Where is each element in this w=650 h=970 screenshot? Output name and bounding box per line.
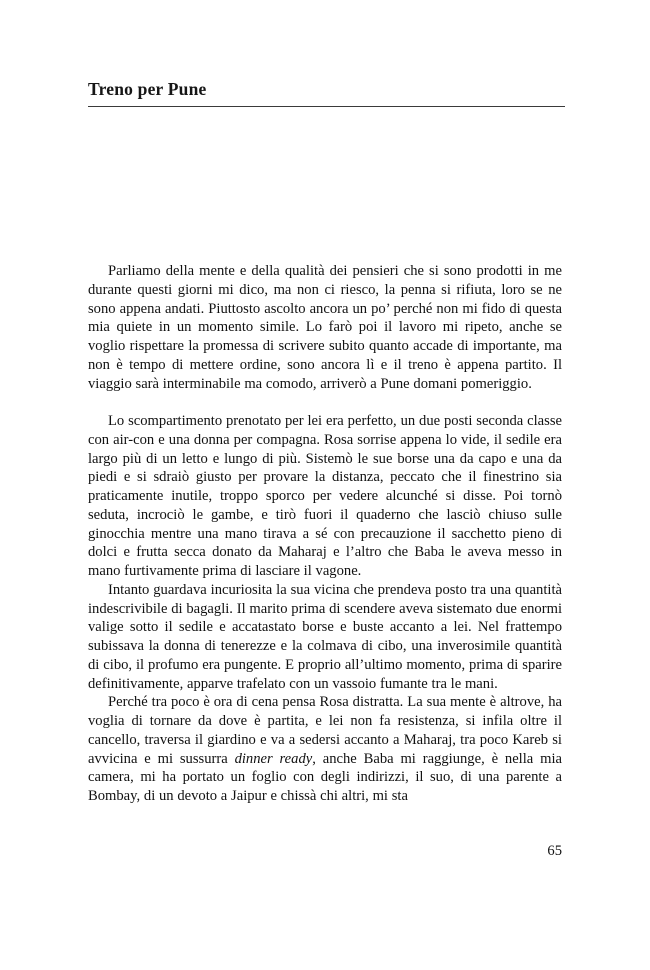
page-number: 65 (547, 843, 562, 859)
chapter-title: Treno per Pune (88, 79, 207, 99)
page-header (88, 80, 565, 107)
body-paragraph: Lo scompartimento prenotato per lei era perfetto, un due posti seconda classe con air-con e una donna per compagna. Rosa sorrise appena lo vide, il sedile era largo più di un letto e lungo di più. Sistemò le sue borse una da capo e una da piedi e si sdraiò giusto per provare la distanza, peccato che il finestrino sia praticamente inutile, troppo sporco per vedere alcunché si disse. Poi tornò seduta, incrociò le gambe, e tirò fuori il quaderno che lasciò chiuso sulle ginocchia mentre una mano tirava a sé con precauzione il sacchetto pieno di dolci e frutta secca donato da Maharaj e l’altro che Baba le aveva messo in mano furtivamente prima di lasciare il vagone. (88, 413, 562, 579)
body-text-column (88, 262, 562, 806)
body-paragraph: Parliamo della mente e della qualità dei pensieri che si sono prodotti in me durante questi giorni mi dico, ma non ci riesco, la penna si rifiuta, loro se ne sono appena andati. Piuttosto ascolto ancora un po’ perché non mi fido di questa mia quiete in un momento simile. Lo farò poi il lavoro mi ripeto, anche se voglio rispettare la promessa di scrivere subito quanto accade di importante, ma non è tempo di mettere ordine, sono ancora lì e il treno è appena partito. Il viaggio sarà interminabile ma comodo, arriverò a Pune domani pomeriggio. (88, 263, 562, 392)
body-paragraph: Intanto guardava incuriosita la sua vicina che prendeva posto tra una quantità indescrivibile di bagagli. Il marito prima di scendere aveva sistemato due enormi valige sotto il sedile e accatastato borse e buste accanto a lei. Nel frattempo subissava la donna di tenerezze e la colmava di cibo, una inverosimile quantità di cibo, il profumo era pungente. E proprio all’ultimo momento, prima di sparire definitivamente, apparve trafelato con un vassoio fumante tra le mani. (88, 581, 562, 692)
body-paragraph (88, 693, 562, 806)
italic-phrase: dinner ready (234, 750, 313, 767)
paragraph-text-segment: Perché tra poco è ora di cena pensa Rosa distratta. La sua mente è altrove, ha voglia di tornare da dove è partita, e lei non fa resistenza, si infila oltre il cancello, traversa il giardino e va a sedersi accanto a Maharaj, tra poco Kareb si avvicina e mi sussurra (88, 694, 562, 767)
paragraph-text-segment: , anche Baba mi raggiunge, è nella mia camera, mi ha portato un foglio con degli indirizzi, il suo, di una parente a Bombay, di un devoto a Jaipur e chissà chi altri, mi sta (88, 750, 563, 804)
header-divider-rule (88, 106, 565, 107)
